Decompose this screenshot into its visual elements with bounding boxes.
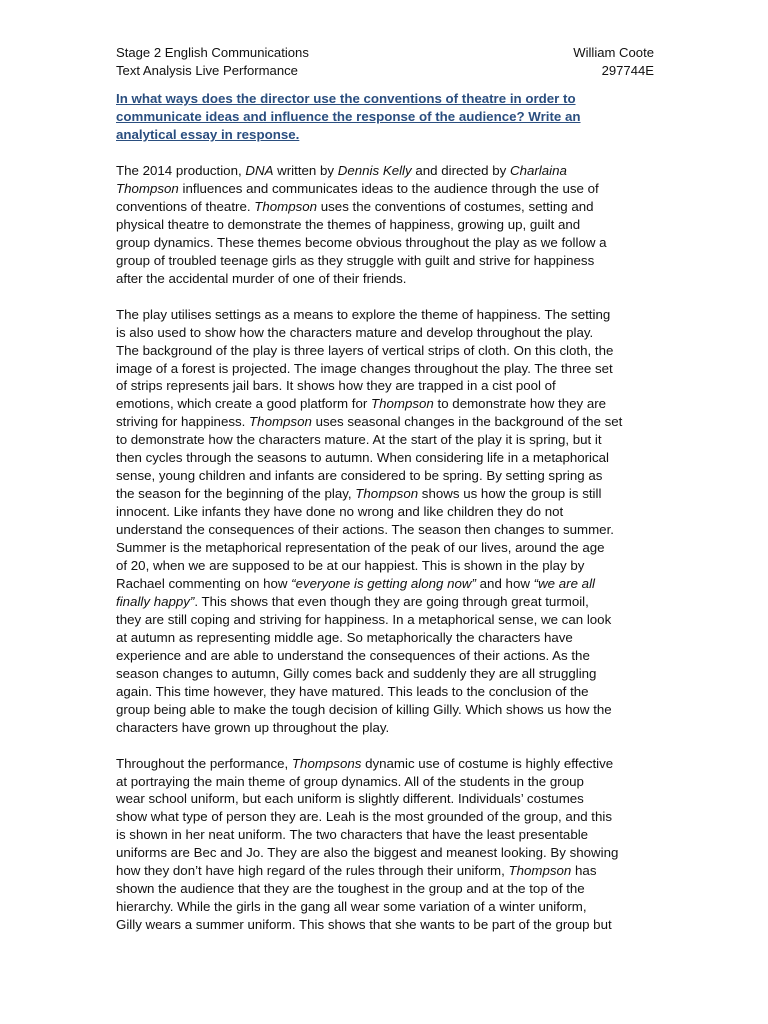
essay-paragraph xyxy=(116,755,654,935)
header-row-2 xyxy=(116,62,654,80)
student-id: 297744E xyxy=(601,63,654,78)
paragraph-line: emotions, which create a good platform for Thompson to demonstrate how they are xyxy=(116,396,607,412)
paragraph-line: uniforms are Bec and Jo. They are also the biggest and meanest looking. By showing xyxy=(116,845,619,861)
essay-paragraph xyxy=(116,306,654,737)
paragraph-line: season changes to autumn, Gilly comes back and suddenly they are all struggling xyxy=(116,665,597,681)
question-line: In what ways does the director use the conventions of theatre in order to xyxy=(116,91,576,106)
paragraph-line: image of a forest is projected. The image changes throughout the play. The three set xyxy=(116,360,613,376)
paragraph-line: striving for happiness. Thompson uses seasonal changes in the background of the set xyxy=(116,414,623,430)
question-line: communicate ideas and influence the response of the audience? Write an xyxy=(116,109,581,124)
paragraph-line: The play utilises settings as a means to explore the theme of happiness. The setting xyxy=(116,306,611,322)
paragraph-line: sense, young children and infants are considered to be spring. By setting spring as xyxy=(116,468,603,484)
paragraph-line: of 20, when we are supposed to be at our happiest. This is shown in the play by xyxy=(116,558,585,574)
paragraph-line: again. This time however, they have matured. This leads to the conclusion of the xyxy=(116,683,589,699)
paragraph-line: Gilly wears a summer uniform. This shows that she wants to be part of the group but xyxy=(116,917,612,933)
paragraph-line: Thompson influences and communicates ideas to the audience through the use of xyxy=(116,180,599,196)
paragraph-line: is also used to show how the characters mature and develop throughout the play. xyxy=(116,324,594,340)
paragraph-line: finally happy”. This shows that even though they are going through great turmoil, xyxy=(116,593,589,609)
paragraph-line: how they don’t have high regard of the rules through their uniform, Thompson has xyxy=(116,863,597,879)
essay-paragraph xyxy=(116,162,654,288)
paragraph-line: wear school uniform, but each uniform is slightly different. Individuals’ costumes xyxy=(116,791,584,807)
paragraph-line: is shown in her neat uniform. The two characters that have the least presentable xyxy=(116,827,589,843)
paragraph-line: they are still coping and striving for happiness. In a metaphorical sense, we can look xyxy=(116,611,612,627)
paragraph-line: experience and are able to understand the consequences of their actions. As the xyxy=(116,647,590,663)
assessment-title: Text Analysis Live Performance xyxy=(116,63,298,78)
paragraph-line: understand the consequences of their actions. The season then changes to summer. xyxy=(116,522,614,538)
header-row-1 xyxy=(116,44,654,62)
paragraph-line: physical theatre to demonstrate the themes of happiness, growing up, guilt and xyxy=(116,216,581,232)
paragraph-line: at autumn as representing middle age. So metaphorically the characters have xyxy=(116,629,573,645)
paragraph-line: hierarchy. While the girls in the gang all wear some variation of a winter uniform, xyxy=(116,899,587,915)
essay-body xyxy=(116,162,654,934)
paragraph-line: The 2014 production, DNA written by Dennis Kelly and directed by Charlaina xyxy=(116,163,567,178)
paragraph-line: at portraying the main theme of group dynamics. All of the students in the group xyxy=(116,773,584,789)
paragraph-line: group dynamics. These themes become obvious throughout the play as we follow a xyxy=(116,234,607,250)
paragraph-line: characters have grown up throughout the play. xyxy=(116,719,390,735)
paragraph-line: shown the audience that they are the toughest in the group and at the top of the xyxy=(116,881,585,897)
paragraph-line: after the accidental murder of one of their friends. xyxy=(116,270,407,286)
paragraph-line: group being able to make the tough decision of killing Gilly. Which shows us how the xyxy=(116,701,612,717)
paragraph-line: of strips represents jail bars. It shows how they are trapped in a cist pool of xyxy=(116,378,556,394)
paragraph-line: group of troubled teenage girls as they struggle with guilt and strive for happiness xyxy=(116,252,595,268)
essay-question xyxy=(116,90,654,144)
paragraph-line: conventions of theatre. Thompson uses the conventions of costumes, setting and xyxy=(116,198,594,214)
paragraph-line: Summer is the metaphorical representation of the peak of our lives, around the age xyxy=(116,540,605,556)
document-page xyxy=(116,44,654,934)
paragraph-line: Rachael commenting on how “everyone is getting along now” and how “we are all xyxy=(116,575,595,591)
paragraph-line: show what type of person they are. Leah is the most grounded of the group, and this xyxy=(116,809,612,825)
paragraph-line: then cycles through the seasons to autumn. When considering life in a metaphorical xyxy=(116,450,610,466)
paragraph-line: The background of the play is three layers of vertical strips of cloth. On this cloth, the xyxy=(116,342,614,358)
author-name: William Coote xyxy=(573,45,654,60)
question-line: analytical essay in response. xyxy=(116,127,300,142)
paragraph-line: Throughout the performance, Thompsons dynamic use of costume is highly effective xyxy=(116,755,614,771)
paragraph-line: innocent. Like infants they have done no wrong and like children they do not xyxy=(116,504,564,520)
paragraph-line: to demonstrate how the characters mature. At the start of the play it is spring, but it xyxy=(116,432,602,448)
paragraph-line: the season for the beginning of the play, Thompson shows us how the group is still xyxy=(116,486,602,502)
course-title: Stage 2 English Communications xyxy=(116,45,309,60)
